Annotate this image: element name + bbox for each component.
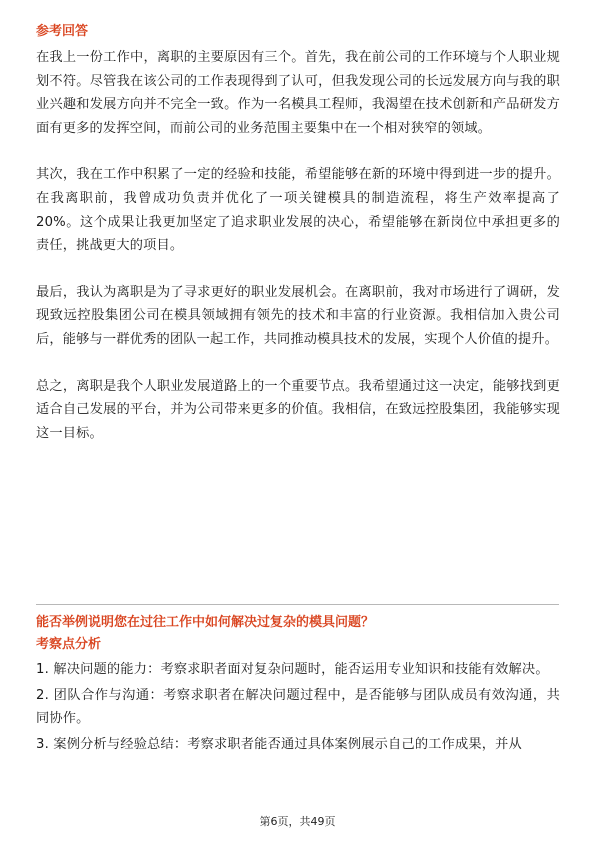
page-number: 第6页，共49页 bbox=[259, 815, 336, 828]
analysis-item-2: 2. 团队合作与沟通：考察求职者在解决问题过程中，是否能够与团队成员有效沟通，共同协作。 bbox=[36, 687, 560, 727]
answer-paragraph-1: 在我上一份工作中，离职的主要原因有三个。首先，我在前公司的工作环境与个人职业规划不符。尽管我在该公司的工作表现得到了认可，但我发现公司的长远发展方向与我的职业兴趣和发展方向并不完全一致。作为一名模具工程师，我渴望在技术创新和产品研发方面有更多的发挥空间，而前公司的业务范围主要集中在一个相对狭窄的领域。 bbox=[36, 50, 560, 136]
answer-paragraph-4: 总之，离职是我个人职业发展道路上的一个重要节点。我希望通过这一决定，能够找到更适合自己发展的平台，并为公司带来更多的价值。我相信，在致远控股集团，我能够实现这一目标。 bbox=[36, 378, 560, 441]
answer-paragraph-2: 其次，我在工作中积累了一定的经验和技能，希望能够在新的环境中得到进一步的提升。在我离职前，我曾成功负责并优化了一项关键模具的制造流程，将生产效率提高了20%。这个成果让我更加坚定了追求职业发展的决心，希望能够在新岗位中承担更多的责任，挑战更大的项目。 bbox=[36, 167, 560, 254]
answer-paragraph-3: 最后，我认为离职是为了寻求更好的职业发展机会。在离职前，我对市场进行了调研，发现致远控股集团公司在模具领域拥有领先的技术和丰富的行业资源。我相信加入贵公司后，能够与一群优秀的团队一起工作，共同推动模具技术的发展，实现个人价值的提升。 bbox=[36, 284, 560, 347]
analysis-heading: 考察点分析 bbox=[36, 637, 102, 652]
answer-section bbox=[36, 22, 560, 445]
answer-heading: 参考回答 bbox=[36, 24, 89, 39]
analysis-item-3: 3. 案例分析与经验总结：考察求职者能否通过具体案例展示自己的工作成果，并从 bbox=[36, 736, 522, 752]
question-title: 能否举例说明您在过往工作中如何解决过复杂的模具问题？ bbox=[36, 615, 375, 630]
section-divider bbox=[36, 604, 559, 605]
question-section bbox=[36, 612, 560, 758]
analysis-item-1: 1. 解决问题的能力：考察求职者面对复杂问题时，能否运用专业知识和技能有效解决。 bbox=[36, 662, 549, 677]
